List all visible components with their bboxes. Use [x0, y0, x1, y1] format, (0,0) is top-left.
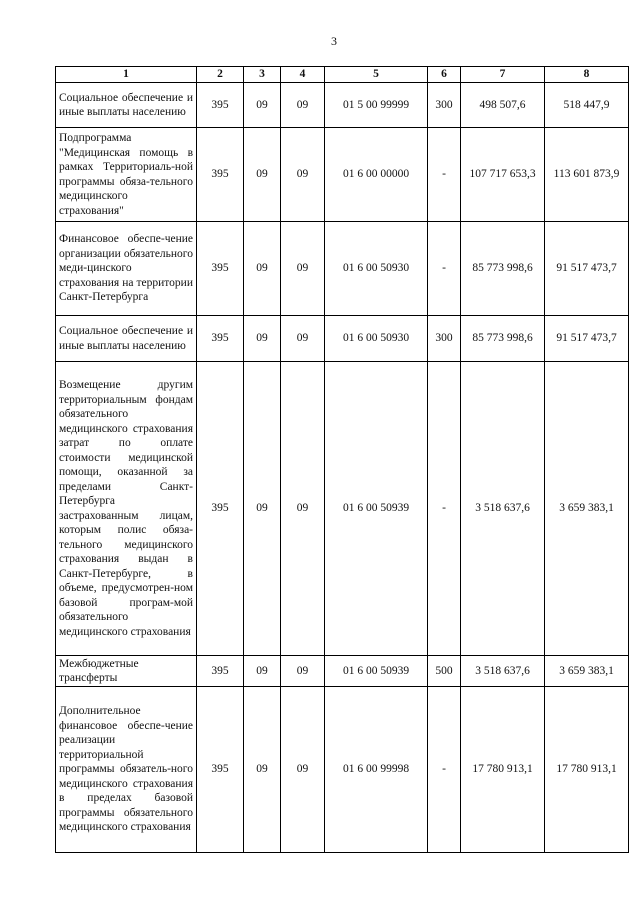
expense-type-code: - [428, 128, 461, 222]
admin-code: 395 [197, 687, 244, 853]
column-header-1: 1 [56, 67, 197, 83]
table-header-row [56, 67, 629, 83]
section-code: 09 [244, 128, 281, 222]
table-row [56, 316, 629, 362]
expense-type-code: - [428, 687, 461, 853]
subsection-code: 09 [281, 83, 325, 128]
admin-code: 395 [197, 362, 244, 656]
section-code: 09 [244, 362, 281, 656]
row-description: Социальное обеспечение и иные выплаты населению [56, 83, 197, 128]
page-number: 3 [331, 34, 337, 48]
amount-year-2: 3 659 383,1 [545, 656, 629, 687]
subsection-code: 09 [281, 222, 325, 316]
column-header-3: 3 [244, 67, 281, 83]
row-description: Социальное обеспечение и иные выплаты населению [56, 316, 197, 362]
table-row [56, 656, 629, 687]
amount-year-2: 3 659 383,1 [545, 362, 629, 656]
expense-type-code: 300 [428, 316, 461, 362]
amount-year-1: 107 717 653,3 [461, 128, 545, 222]
admin-code: 395 [197, 222, 244, 316]
subsection-code: 09 [281, 687, 325, 853]
section-code: 09 [244, 222, 281, 316]
admin-code: 395 [197, 656, 244, 687]
amount-year-1: 85 773 998,6 [461, 222, 545, 316]
target-article-code: 01 6 00 50930 [325, 316, 428, 362]
target-article-code: 01 6 00 50939 [325, 656, 428, 687]
target-article-code: 01 6 00 99998 [325, 687, 428, 853]
column-header-7: 7 [461, 67, 545, 83]
row-description: Подпрограмма "Медицинская помощь в рамках Территориаль-ной программы обяза-тельного медицинского страхования" [56, 128, 197, 222]
amount-year-2: 518 447,9 [545, 83, 629, 128]
amount-year-1: 498 507,6 [461, 83, 545, 128]
column-header-8: 8 [545, 67, 629, 83]
row-description: Финансовое обеспе-чение организации обязательного меди-цинского страхования на территории Санкт-Петербурга [56, 222, 197, 316]
target-article-code: 01 6 00 50939 [325, 362, 428, 656]
section-code: 09 [244, 656, 281, 687]
column-header-5: 5 [325, 67, 428, 83]
amount-year-2: 113 601 873,9 [545, 128, 629, 222]
amount-year-2: 91 517 473,7 [545, 222, 629, 316]
target-article-code: 01 5 00 99999 [325, 83, 428, 128]
section-code: 09 [244, 687, 281, 853]
expense-type-code: - [428, 362, 461, 656]
expense-type-code: - [428, 222, 461, 316]
admin-code: 395 [197, 316, 244, 362]
column-header-6: 6 [428, 67, 461, 83]
column-header-4: 4 [281, 67, 325, 83]
amount-year-2: 17 780 913,1 [545, 687, 629, 853]
expense-type-code: 300 [428, 83, 461, 128]
column-header-2: 2 [197, 67, 244, 83]
section-code: 09 [244, 316, 281, 362]
row-description: Возмещение другим территориальным фондам обязательного медицинского страхования затрат по оплате стоимости медицинской помощи, оказанной за пределами Санкт-Петербурга застрахованным лицам, которым полис обяза-тельного медицинского страхования выдан в Санкт-Петербурге, в объеме, предусмотрен-ном базовой програм-мой обязательного медицинского страхования [56, 362, 197, 656]
budget-table [55, 66, 629, 853]
section-code: 09 [244, 83, 281, 128]
amount-year-1: 3 518 637,6 [461, 656, 545, 687]
table-row [56, 222, 629, 316]
row-description: Межбюджетные трансферты [56, 656, 197, 687]
target-article-code: 01 6 00 00000 [325, 128, 428, 222]
subsection-code: 09 [281, 362, 325, 656]
table-row [56, 687, 629, 853]
subsection-code: 09 [281, 128, 325, 222]
table-row [56, 128, 629, 222]
amount-year-1: 17 780 913,1 [461, 687, 545, 853]
amount-year-2: 91 517 473,7 [545, 316, 629, 362]
subsection-code: 09 [281, 316, 325, 362]
target-article-code: 01 6 00 50930 [325, 222, 428, 316]
table-row [56, 83, 629, 128]
amount-year-1: 85 773 998,6 [461, 316, 545, 362]
expense-type-code: 500 [428, 656, 461, 687]
table-row [56, 362, 629, 656]
admin-code: 395 [197, 128, 244, 222]
row-description: Дополнительное финансовое обеспе-чение реализации территориальной программы обязатель-ного медицинского страхования в пределах базовой программы обязательного медицинского страхования [56, 687, 197, 853]
amount-year-1: 3 518 637,6 [461, 362, 545, 656]
subsection-code: 09 [281, 656, 325, 687]
admin-code: 395 [197, 83, 244, 128]
